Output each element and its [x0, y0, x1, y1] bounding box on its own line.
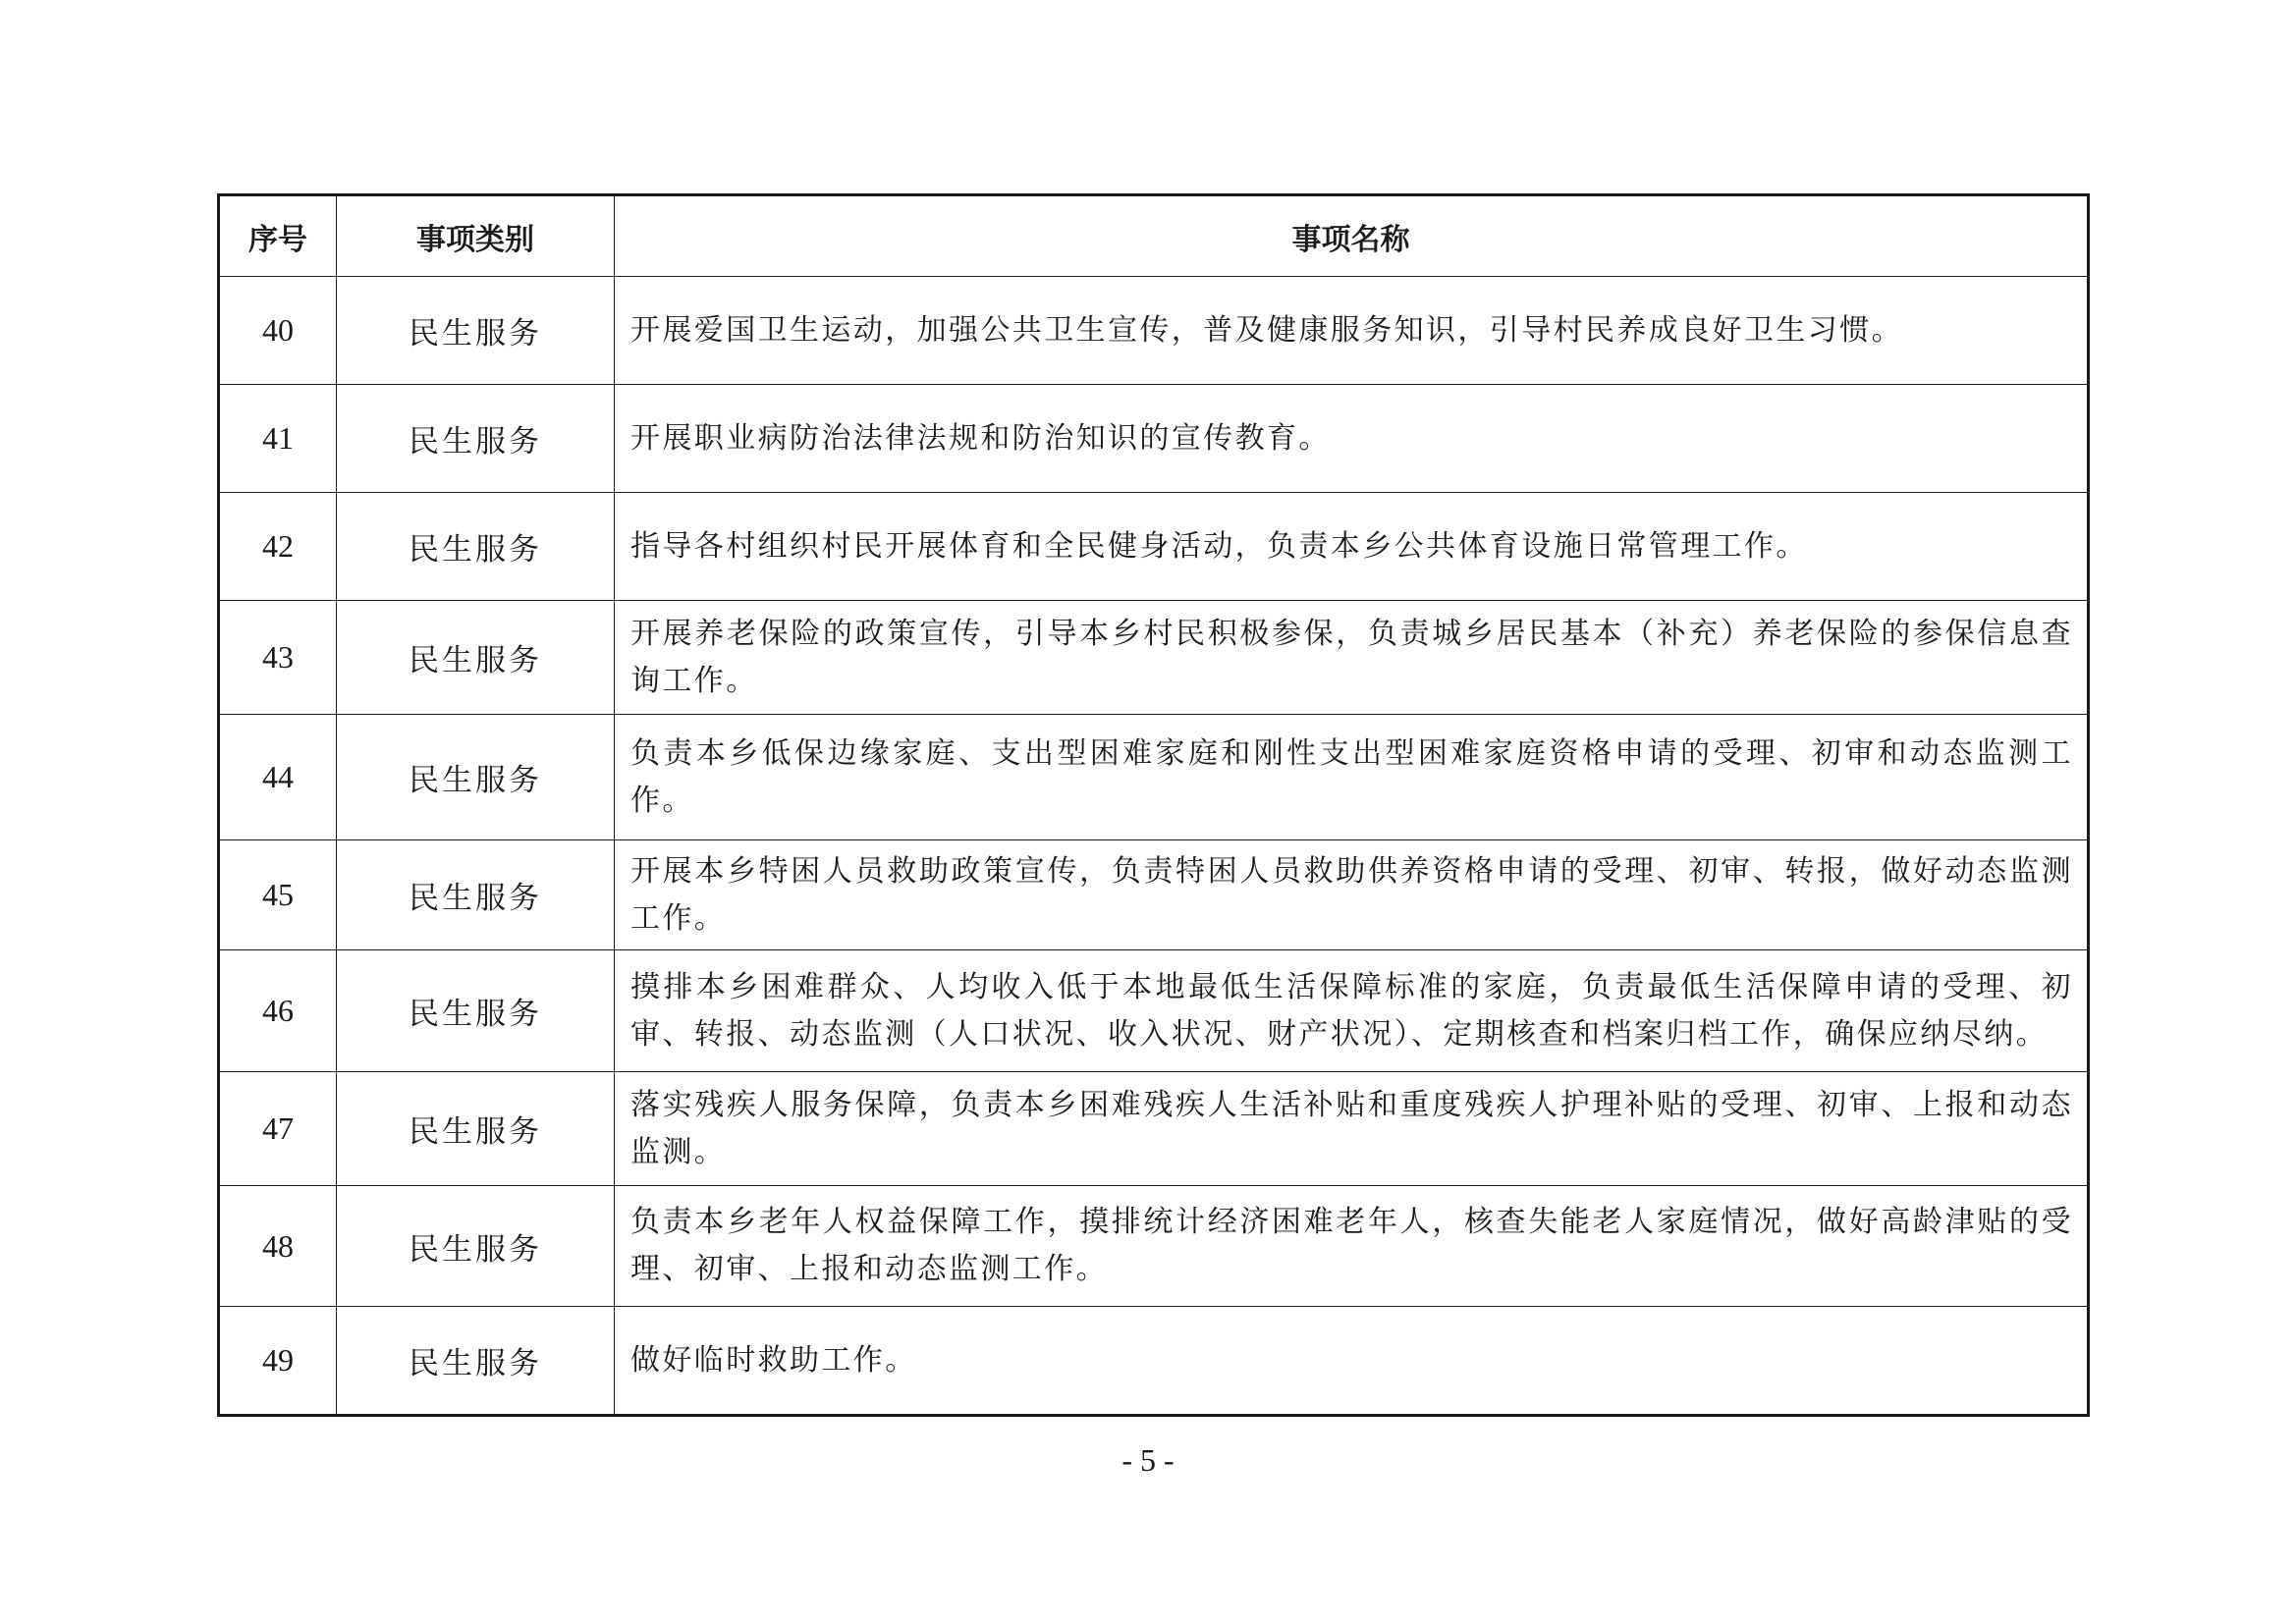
row-no: 49 — [219, 1307, 337, 1416]
table-row — [219, 385, 2089, 493]
row-no: 48 — [219, 1186, 337, 1307]
row-no: 41 — [219, 385, 337, 493]
row-no: 47 — [219, 1072, 337, 1186]
row-name: 开展爱国卫生运动，加强公共卫生宣传，普及健康服务知识，引导村民养成良好卫生习惯。 — [615, 277, 2089, 385]
table-row — [219, 1307, 2089, 1416]
table-row — [219, 493, 2089, 601]
row-no: 44 — [219, 715, 337, 840]
row-name: 落实残疾人服务保障，负责本乡困难残疾人生活补贴和重度残疾人护理补贴的受理、初审、上报和动态监测。 — [615, 1072, 2089, 1186]
row-category: 民生服务 — [337, 950, 615, 1072]
row-no: 46 — [219, 950, 337, 1072]
row-category: 民生服务 — [337, 277, 615, 385]
header-no: 序号 — [219, 195, 337, 277]
header-category: 事项类别 — [337, 195, 615, 277]
row-name: 开展养老保险的政策宣传，引导本乡村民积极参保，负责城乡居民基本（补充）养老保险的参保信息查询工作。 — [615, 601, 2089, 715]
row-name: 做好临时救助工作。 — [615, 1307, 2089, 1416]
row-category: 民生服务 — [337, 385, 615, 493]
row-category: 民生服务 — [337, 715, 615, 840]
table-row — [219, 840, 2089, 950]
row-no: 40 — [219, 277, 337, 385]
table-row — [219, 601, 2089, 715]
row-name: 开展职业病防治法律法规和防治知识的宣传教育。 — [615, 385, 2089, 493]
row-no: 42 — [219, 493, 337, 601]
row-category: 民生服务 — [337, 1186, 615, 1307]
table-row — [219, 950, 2089, 1072]
row-name: 摸排本乡困难群众、人均收入低于本地最低生活保障标准的家庭，负责最低生活保障申请的受理、初审、转报、动态监测（人口状况、收入状况、财产状况）、定期核查和档案归档工作，确保应纳尽纳。 — [615, 950, 2089, 1072]
table-header-row — [219, 195, 2089, 277]
page-number: - 5 - — [1121, 1442, 1175, 1478]
row-category: 民生服务 — [337, 601, 615, 715]
row-name: 负责本乡老年人权益保障工作，摸排统计经济困难老年人，核查失能老人家庭情况，做好高龄津贴的受理、初审、上报和动态监测工作。 — [615, 1186, 2089, 1307]
row-category: 民生服务 — [337, 1072, 615, 1186]
row-name: 开展本乡特困人员救助政策宣传，负责特困人员救助供养资格申请的受理、初审、转报，做好动态监测工作。 — [615, 840, 2089, 950]
table-row — [219, 1186, 2089, 1307]
row-name: 负责本乡低保边缘家庭、支出型困难家庭和刚性支出型困难家庭资格申请的受理、初审和动态监测工作。 — [615, 715, 2089, 840]
header-name: 事项名称 — [615, 195, 2089, 277]
row-no: 43 — [219, 601, 337, 715]
row-name: 指导各村组织村民开展体育和全民健身活动，负责本乡公共体育设施日常管理工作。 — [615, 493, 2089, 601]
row-category: 民生服务 — [337, 1307, 615, 1416]
row-no: 45 — [219, 840, 337, 950]
items-table — [217, 193, 2090, 1417]
table-row — [219, 715, 2089, 840]
table-row — [219, 277, 2089, 385]
row-category: 民生服务 — [337, 840, 615, 950]
row-category: 民生服务 — [337, 493, 615, 601]
table-row — [219, 1072, 2089, 1186]
